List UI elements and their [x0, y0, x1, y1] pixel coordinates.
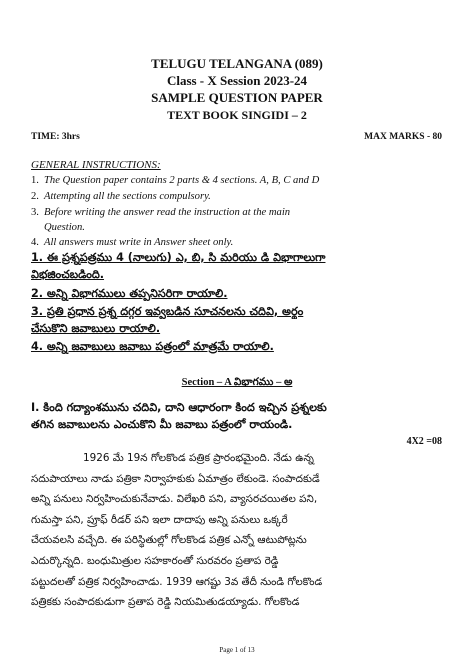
passage-line: పట్టుదలతో పత్రిక నిర్వహించాడు. 1939 ఆగష్టు 3వ తేదీ నుండి గోలకొండ: [31, 575, 323, 588]
telugu-instruction: విభజించబడింది.: [31, 268, 105, 281]
section-a-title: Section – A విభాగము – అ: [181, 377, 293, 388]
telugu-instruction: 1. ఈ ప్రశ్నపత్రము 4 (నాలుగు) ఎ, బి, సి మరియు డి విభాగాలుగా: [31, 251, 326, 264]
class-session: Class - X Session 2023-24: [166, 73, 308, 88]
question-instruction: I. కింది గద్యాంశమును చదివి, దాని ఆధారంగా కింద ఇచ్చిన ప్రశ్నలకు: [31, 401, 327, 414]
time-label: TIME: 3hrs: [31, 132, 80, 142]
passage-line: 1926 మే 19న గోలకొండ పత్రిక ప్రారంభమైంది. నేడు ఉన్న: [83, 452, 314, 464]
passage-line: సదుపాయాలు నాడు పత్రికా నిర్వాహకుకు ఏమాత్రం లేకుండె. సంపాదకుడే: [31, 472, 320, 485]
paper-type: SAMPLE QUESTION PAPER: [151, 90, 323, 105]
telugu-instruction: 2. అన్ని విభాగములు తప్పనిసరిగా రాయాలి.: [31, 287, 228, 300]
question-marks: 4X2 =08: [406, 436, 442, 447]
telugu-instruction: 4. అన్ని జవాబులు జవాబు పత్రంలో మాత్రమే రాయాలి.: [31, 340, 274, 353]
instructions-title: GENERAL INSTRUCTIONS:: [31, 159, 161, 171]
passage-line: చేయవలసి వచ్చేది. ఈ పరిస్థితుల్లో గోలకొండ పత్రిక ఎన్నో ఆటుపోట్లను: [31, 534, 307, 547]
passage: [31, 448, 445, 613]
instruction-continuation: Question.: [44, 222, 85, 233]
instruction-item: 2. Attempting all the sections compulsory.: [31, 191, 211, 202]
passage-line: అన్ని పనులు నిర్వహించుకునేవాడు. విలేఖరి పని, వ్యాసరచయితల పని,: [31, 493, 318, 506]
instruction-item: 4. All answers must write in Answer sheet only.: [31, 237, 234, 248]
telugu-instruction: చేసుకొని జవాబులు రాయాలి.: [31, 322, 161, 335]
passage-line: గుమస్తా పని, ప్రూఫ్ రీడర్ పని ఇలా దాదాపు అన్ని పనులు ఒక్కరే: [31, 513, 288, 526]
question-instruction: తగిన జవాబులను ఎంచుకొని మీ జవాబు పత్రంలో రాయండి.: [31, 418, 293, 431]
instruction-item: 3. Before writing the answer read the instruction at the main: [31, 207, 291, 218]
max-marks-label: MAX MARKS - 80: [364, 132, 442, 142]
passage-line: పత్రికకు సంపాదకుడుగా ప్రతాప రెడ్డి నియమితుడయ్యాడు. గోలకొండ: [31, 596, 300, 609]
telugu-instruction: 3. ప్రతి ప్రధాన ప్రశ్న దగ్గర ఇవ్వబడిన సూచనలను చదివి, అర్థం: [31, 305, 304, 318]
instruction-item: 1. The Question paper contains 2 parts & 4 sections. A, B, C and D: [31, 175, 320, 186]
textbook-name: TEXT BOOK SINGIDI – 2: [167, 108, 307, 122]
page-number: Page 1 of 13: [219, 646, 255, 654]
passage-line: ఎదుర్కొన్నది. బంధుమిత్రుల సహకారంతో సురవరం ప్రతాప రెడ్డి: [31, 554, 279, 567]
subject-title: TELUGU TELANGANA (089): [151, 56, 323, 71]
